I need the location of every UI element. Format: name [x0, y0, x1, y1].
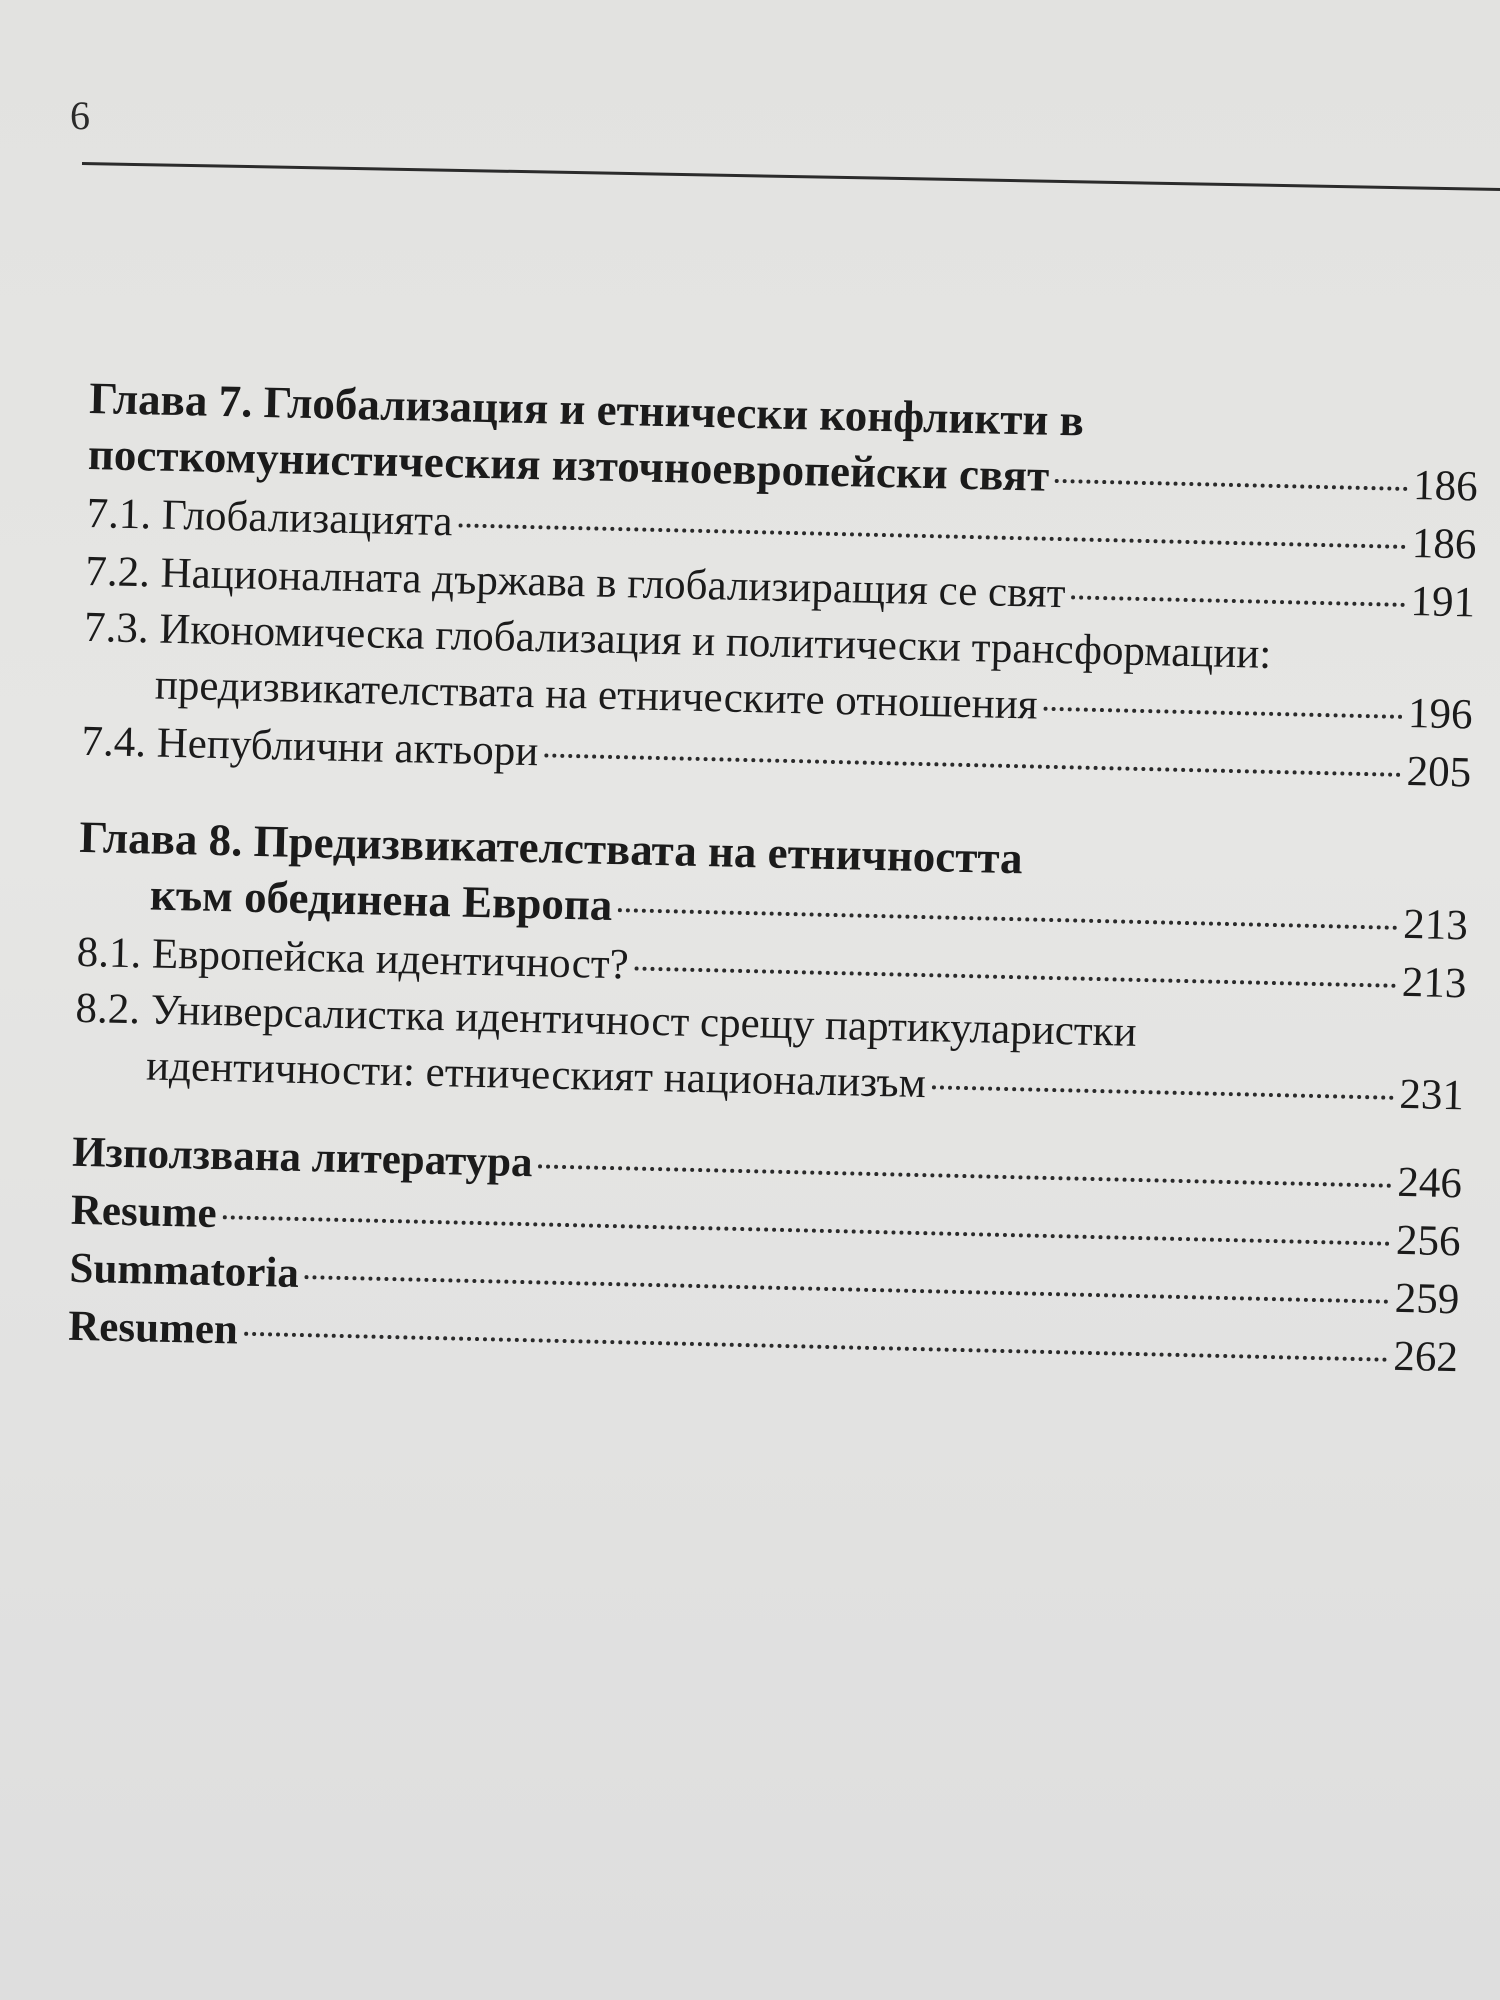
chapter-8-title-line2: към обединена Европа [149, 869, 613, 930]
section-7-4-label: 7.4. Непублични актьори [81, 717, 539, 776]
dot-leader [1071, 595, 1404, 607]
dot-leader [244, 1332, 1388, 1362]
dot-leader [222, 1215, 1390, 1245]
chapter-7-title-line1: Глава 7. Глобализация и етнически конфликти в [88, 372, 1085, 446]
section-8-2-label-line2: идентичности: етническият национализъм [145, 1042, 927, 1108]
bibliography-label: Използвана литература [71, 1128, 534, 1187]
page-number: 6 [70, 93, 90, 138]
dot-leader [305, 1275, 1389, 1304]
section-8-2-label-line1: 8.2. Универсалистка идентичност срещу партикуларистки [74, 984, 1138, 1056]
dot-leader [932, 1085, 1394, 1099]
section-7-1-label: 7.1. Глобализацията [86, 489, 454, 546]
section-8-2-page: 231 [1398, 1070, 1465, 1120]
chapter-8-title-line1: Глава 8. Предизвикателствата на етничността [78, 811, 1024, 884]
dot-leader [635, 967, 1396, 988]
resumen-label: Resumen [67, 1302, 239, 1354]
section-7-3-label-line2: предизвикателствата на етническите отношения [154, 661, 1039, 729]
section-7-2-page: 191 [1410, 578, 1476, 627]
section-8-1-page: 213 [1401, 958, 1467, 1008]
dot-leader [458, 523, 1405, 548]
header-rule [82, 162, 1500, 191]
section-7-2-label: 7.2. Националната държава в глобализиращия се свят [84, 547, 1067, 618]
chapter-8-page: 213 [1402, 900, 1469, 950]
table-of-contents [68, 370, 1480, 1387]
bibliography-page: 246 [1396, 1158, 1463, 1208]
section-7-1-page: 186 [1411, 520, 1477, 569]
chapter-7-page: 186 [1412, 462, 1479, 511]
section-7-4-page: 205 [1406, 747, 1472, 797]
resume-page: 256 [1395, 1216, 1462, 1266]
dot-leader [538, 1164, 1391, 1187]
dot-leader [618, 908, 1397, 930]
section-7-3-label-line1: 7.3. Икономическа глобализация и политически трансформации: [83, 603, 1272, 678]
section-8-1-label: 8.1. Европейска идентичност? [76, 928, 630, 989]
dot-leader [544, 753, 1401, 776]
summatoria-label: Summatoria [69, 1244, 300, 1297]
resumen-page: 262 [1392, 1332, 1459, 1382]
dot-leader [1043, 707, 1402, 719]
dot-leader [1055, 479, 1407, 491]
chapter-7-title-line2: посткомунистическия източноевропейски свят [87, 428, 1050, 501]
summatoria-page: 259 [1394, 1274, 1460, 1324]
section-7-3-page: 196 [1407, 689, 1474, 739]
resume-label: Resume [70, 1186, 218, 1238]
